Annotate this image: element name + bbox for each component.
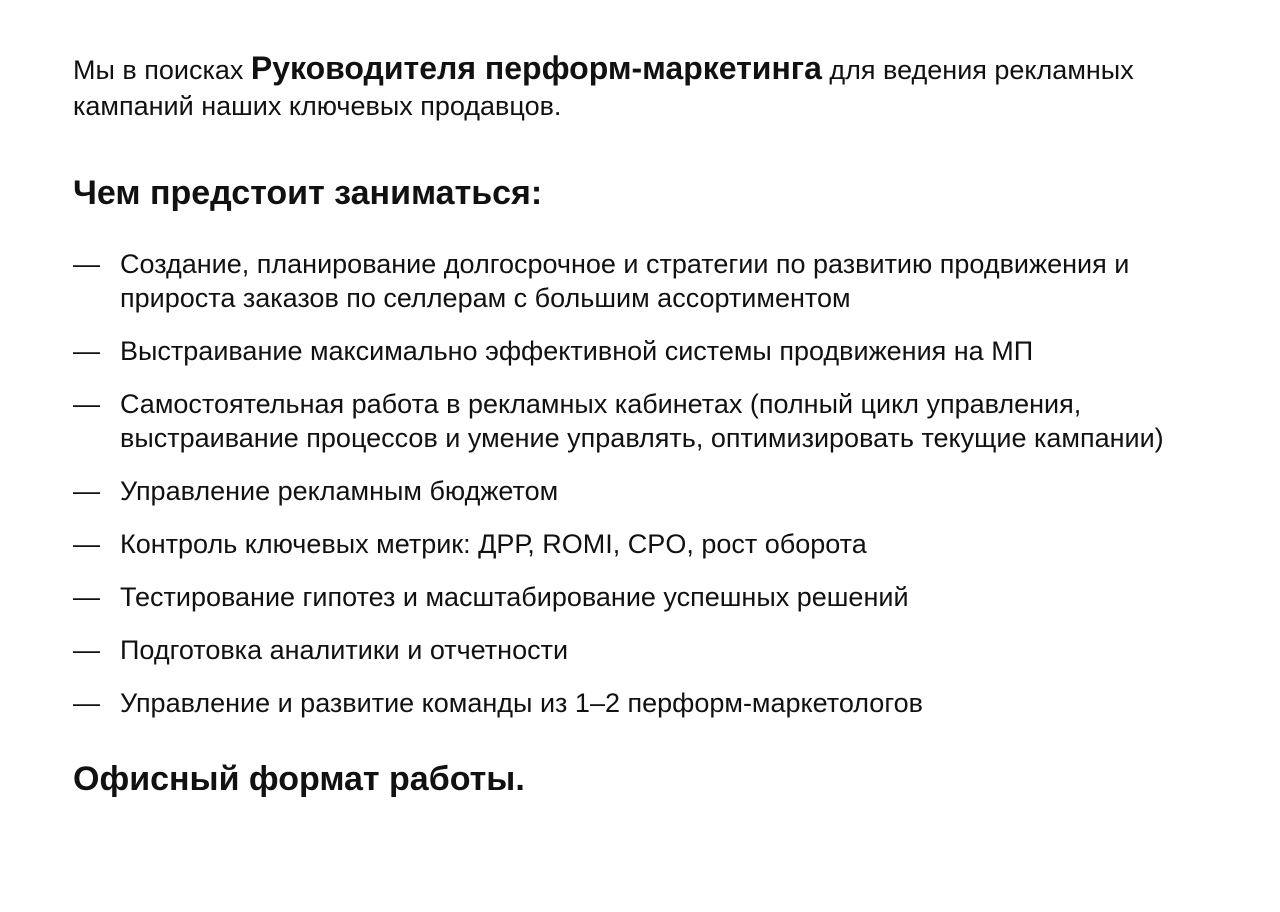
list-item-text: Подготовка аналитики и отчетности bbox=[120, 635, 569, 665]
list-item bbox=[73, 633, 1233, 667]
list-item bbox=[73, 527, 1233, 561]
list-item-text: Управление рекламным бюджетом bbox=[120, 476, 559, 506]
intro-before: Мы в поисках bbox=[73, 55, 251, 85]
list-item-text: Тестирование гипотез и масштабирование успешных решений bbox=[120, 582, 909, 612]
intro-paragraph bbox=[73, 50, 1233, 124]
job-posting bbox=[73, 50, 1233, 799]
dash-bullet: — bbox=[73, 635, 100, 665]
list-item-text: Управление и развитие команды из 1–2 перформ-маркетологов bbox=[120, 688, 923, 718]
list-item bbox=[73, 247, 1233, 315]
dash-bullet: — bbox=[73, 476, 100, 506]
dash-bullet: — bbox=[73, 336, 100, 366]
list-item bbox=[73, 474, 1233, 508]
list-item bbox=[73, 686, 1233, 720]
intro-after: для ведения рекламных кампаний наших ключевых продавцов. bbox=[73, 55, 1134, 121]
dash-bullet: — bbox=[73, 389, 100, 419]
list-item-text: Самостоятельная работа в рекламных кабинетах (полный цикл управления, выстраивание процессов и умение управлять, оптимизировать текущие кампании) bbox=[120, 389, 1164, 453]
list-item-text: Контроль ключевых метрик: ДРР, ROMI, CPO, рост оборота bbox=[120, 529, 867, 559]
dash-bullet: — bbox=[73, 249, 100, 279]
list-item-text: Выстраивание максимально эффективной системы продвижения на МП bbox=[120, 336, 1034, 366]
position-title: Руководителя перформ-маркетинга bbox=[250, 50, 822, 86]
work-format-heading: Офисный формат работы. bbox=[73, 760, 525, 798]
dash-bullet: — bbox=[73, 582, 100, 612]
list-item bbox=[73, 387, 1233, 455]
list-item-text: Создание, планирование долгосрочное и стратегии по развитию продвижения и прироста заказов по селлерам с большим ассортиментом bbox=[120, 249, 1130, 313]
list-item bbox=[73, 334, 1233, 368]
duties-heading: Чем предстоит заниматься: bbox=[73, 174, 543, 212]
dash-bullet: — bbox=[73, 688, 100, 718]
dash-bullet: — bbox=[73, 529, 100, 559]
duties-list bbox=[73, 247, 1233, 720]
list-item bbox=[73, 580, 1233, 614]
